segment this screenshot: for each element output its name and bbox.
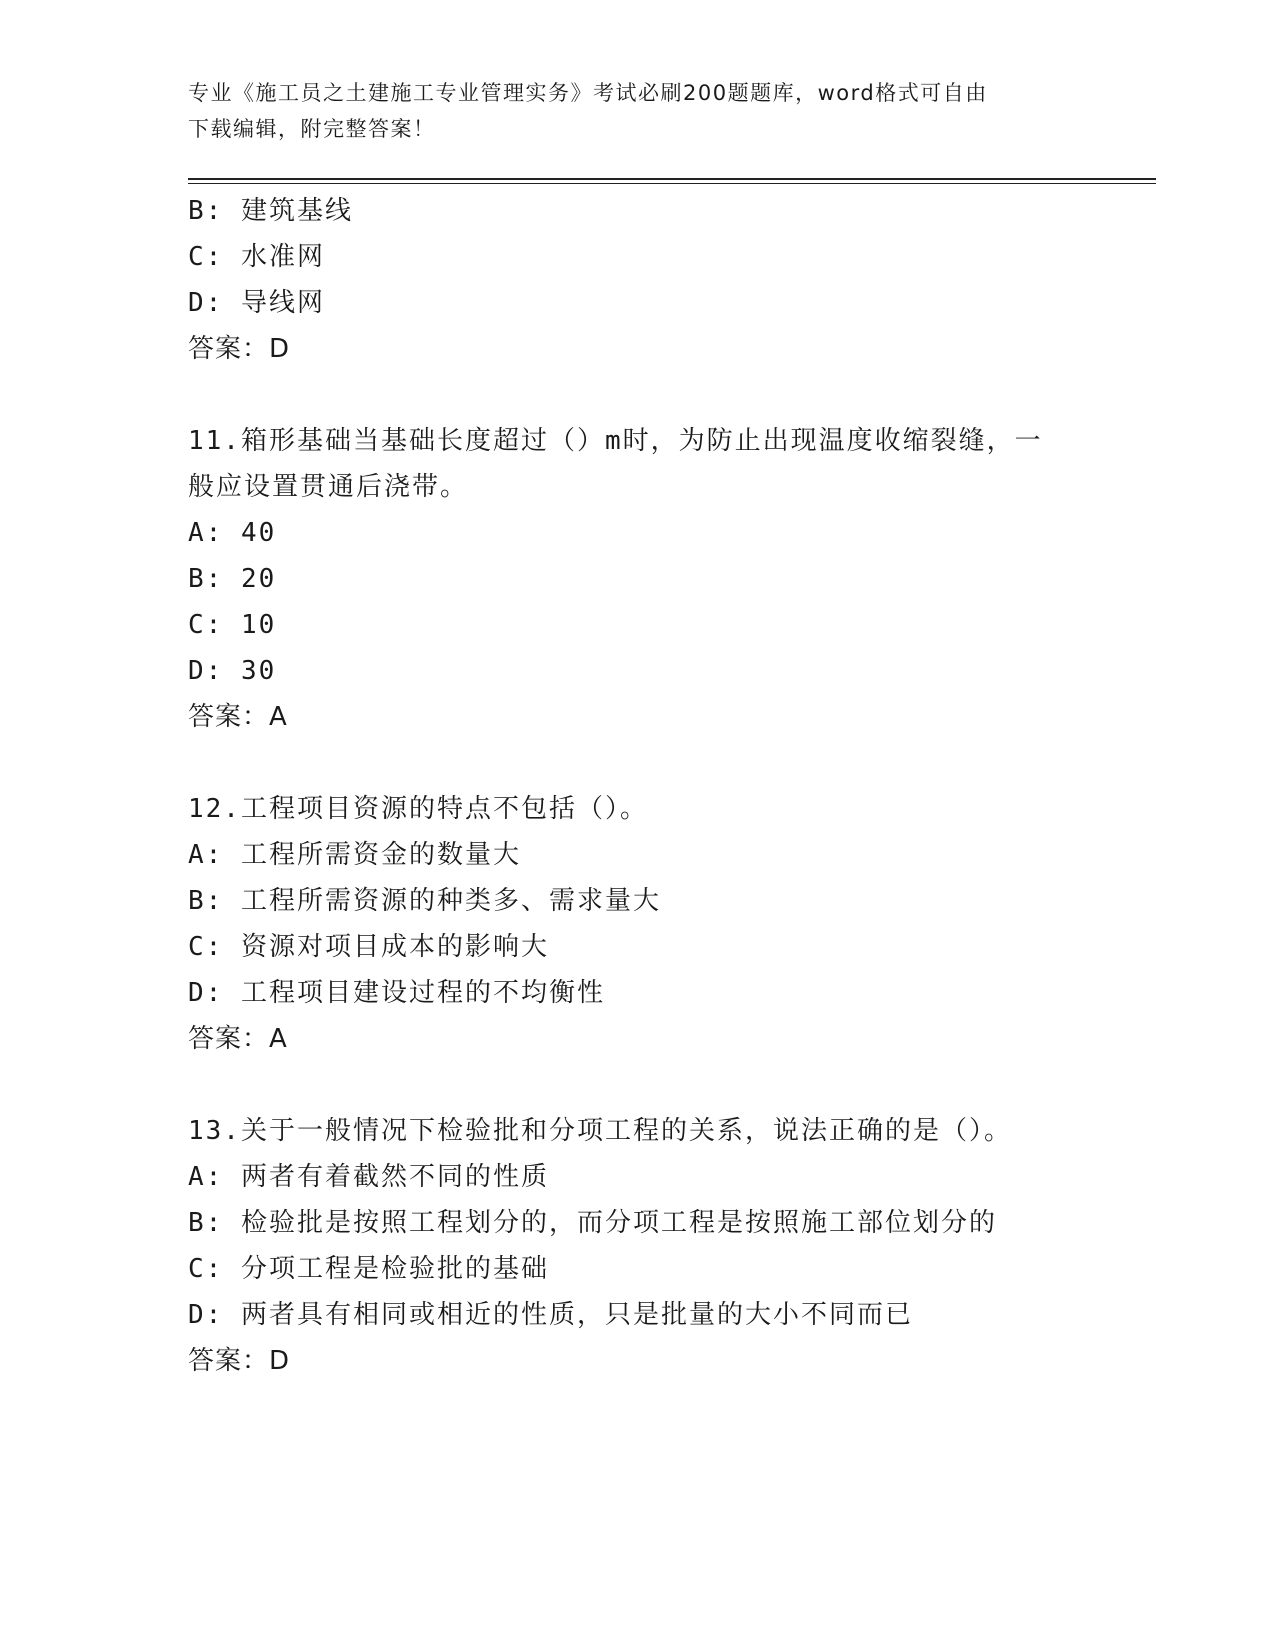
option-b: B: 检验批是按照工程划分的，而分项工程是按照施工部位划分的 (188, 1208, 997, 1238)
option-c: C: 10 (188, 610, 277, 640)
answer-line: 答案：A (188, 1024, 288, 1054)
option-b: B: 建筑基线 (188, 196, 353, 226)
question-block-11 (188, 418, 1088, 740)
spacer (188, 1062, 1088, 1108)
option-d: D: 两者具有相同或相近的性质，只是批量的大小不同而已 (188, 1300, 913, 1330)
option-d: D: 工程项目建设过程的不均衡性 (188, 978, 605, 1008)
question-stem: 13.关于一般情况下检验批和分项工程的关系，说法正确的是（）。 (188, 1116, 1012, 1146)
option-d: D: 导线网 (188, 288, 325, 318)
option-a: A: 40 (188, 518, 277, 548)
header-line-2: 下载编辑，附完整答案！ (188, 117, 436, 141)
option-a: A: 工程所需资金的数量大 (188, 840, 521, 870)
spacer (188, 372, 1088, 418)
header-rule-thin (188, 183, 1156, 184)
spacer (188, 740, 1088, 786)
option-c: C: 水准网 (188, 242, 325, 272)
option-b: B: 工程所需资源的种类多、需求量大 (188, 886, 661, 916)
answer-line: 答案：D (188, 1346, 291, 1376)
question-stem: 12.工程项目资源的特点不包括（）。 (188, 794, 648, 824)
question-block-13 (188, 1108, 1088, 1384)
option-b: B: 20 (188, 564, 277, 594)
answer-line: 答案：A (188, 702, 288, 732)
option-d: D: 30 (188, 656, 277, 686)
question-stem-cont: 般应设置贯通后浇带。 (188, 472, 469, 502)
question-block-10 (188, 188, 1088, 372)
question-block-12 (188, 786, 1088, 1062)
option-a: A: 两者有着截然不同的性质 (188, 1162, 549, 1192)
question-list (188, 188, 1088, 1384)
header-rule-thick (188, 178, 1156, 180)
option-c: C: 分项工程是检验批的基础 (188, 1254, 549, 1284)
document-header (188, 75, 1068, 147)
header-line-1: 专业《施工员之土建施工专业管理实务》考试必刷200题题库，word格式可自由 (188, 81, 988, 105)
option-c: C: 资源对项目成本的影响大 (188, 932, 549, 962)
question-stem: 11.箱形基础当基础长度超过（）m时，为防止出现温度收缩裂缝，一 (188, 426, 1043, 456)
answer-line: 答案：D (188, 334, 291, 364)
